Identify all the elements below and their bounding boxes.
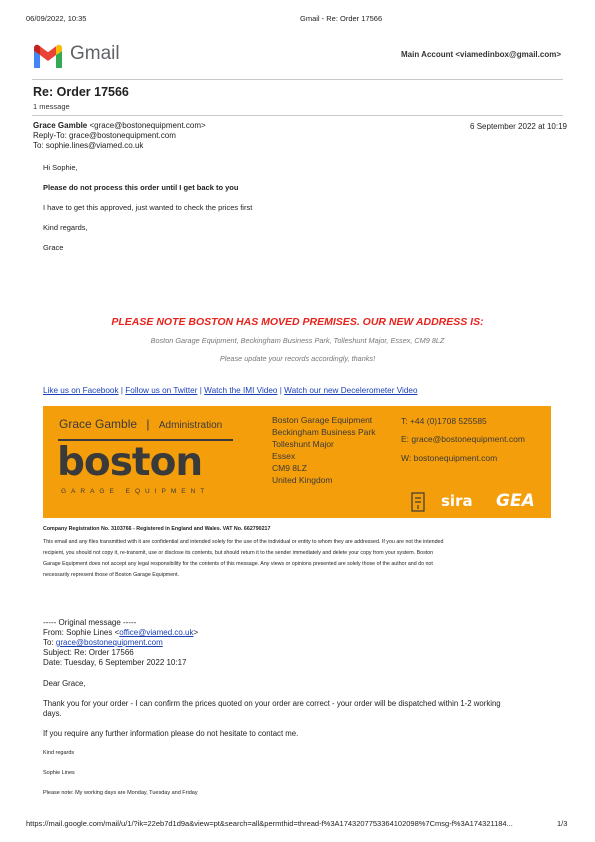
print-datetime: 06/09/2022, 10:35 (26, 14, 87, 23)
certification-badge-icon (411, 492, 425, 512)
original-date: Date: Tuesday, 6 September 2022 10:17 (43, 658, 187, 667)
gea-logo: GEA (496, 491, 535, 511)
boston-logo: boston (57, 440, 203, 485)
working-days-note: Please note: My working days are Monday, Tuesday and Friday (43, 790, 198, 796)
original-from-label: From: Sophie Lines < (43, 628, 120, 637)
moved-premises-notice: PLEASE NOTE BOSTON HAS MOVED PREMISES. OUR NEW ADDRESS IS: (111, 316, 484, 328)
divider (32, 115, 563, 116)
divider (32, 79, 563, 80)
reply-paragraph: If you require any further information please do not hesitate to contact me. (43, 729, 299, 738)
banner-separator: | (146, 417, 150, 431)
sira-logo: sira (441, 492, 473, 510)
message-date: 6 September 2022 at 10:19 (470, 122, 567, 131)
disclaimer-line: necessarily represent those of Boston Garage Equipment. (43, 572, 180, 578)
address-line: CM9 8LZ (272, 463, 307, 473)
address-line: Beckingham Business Park (272, 427, 376, 437)
reply-to-line: Reply-To: grace@bostonequipment.com (33, 131, 176, 140)
banner-role: Administration (158, 420, 223, 431)
disclaimer (43, 537, 551, 581)
gmail-logo-icon (32, 44, 64, 68)
disclaimer-line: This email and any files transmitted with it are confidential and intended solely for the use of the individual or entity to whom they are addressed. If you are not the intended (43, 539, 444, 545)
reply-closing: Kind regards (43, 750, 75, 756)
link-separator: | (199, 386, 202, 395)
original-to-label: To: (43, 638, 56, 647)
company-registration: Company Registration No. 3103766 - Registered in England and Wales. VAT No. 662790217 (43, 526, 271, 532)
original-from-close: > (193, 628, 199, 637)
boston-logo-subtitle: GARAGE EQUIPMENT (61, 488, 210, 495)
disclaimer-line: Garage Equipment does not accept any legal responsibility for the contents of this message. Any views or opinions presented are solely those of the author and do not (43, 561, 433, 567)
message-count: 1 message (33, 102, 70, 111)
banner-name-role (59, 417, 222, 431)
greeting: Hi Sophie, (43, 163, 78, 172)
gmail-wordmark: Gmail (70, 43, 120, 64)
original-from-email[interactable]: office@viamed.co.uk (119, 628, 194, 637)
address-line: United Kingdom (272, 475, 333, 485)
signoff-name: Grace (43, 243, 64, 252)
address-line: Essex (272, 451, 296, 461)
link-separator: | (279, 386, 282, 395)
address-line: Boston Garage Equipment (272, 415, 373, 425)
reply-paragraph-line: Thank you for your order - I can confirm the prices quoted on your order are correct - your order will be dispatched within 1-2 working (43, 699, 501, 708)
twitter-link[interactable]: Follow us on Twitter (125, 386, 198, 395)
signature-banner (43, 406, 551, 518)
thread-subject: Re: Order 17566 (33, 85, 129, 99)
new-address: Boston Garage Equipment, Beckingham Business Park, Tolleshunt Major, Essex, CM9 8LZ (150, 336, 445, 345)
banner-name: Grace Gamble (59, 417, 138, 431)
reply-greeting: Dear Grace, (43, 679, 86, 688)
decelerometer-video-link[interactable]: Watch our new Decelerometer Video (284, 386, 418, 395)
accreditation-logos (411, 492, 543, 512)
facebook-link[interactable]: Like us on Facebook (43, 386, 119, 395)
reply-paragraph-line: days. (43, 709, 62, 718)
disclaimer-line: recipient, you should not copy it, re-transmit, use or disclose its contents, but should return it to the sender immediately and delete your copy from your system. Boston (43, 550, 434, 556)
original-divider: ----- Original message ----- (43, 618, 137, 627)
update-records-note: Please update your records accordingly, thanks! (219, 354, 376, 363)
account-label: Main Account <viamedinbox@gmail.com> (401, 50, 561, 59)
bold-instruction: Please do not process this order until I get back to you (43, 183, 239, 192)
print-url: https://mail.google.com/mail/u/1/?ik=22eb7d1d9a&view=pt&search=all&permthid=thread-f%3A1743207753364102098%7Cmsg-f%3A174321184... (26, 819, 513, 828)
closing: Kind regards, (43, 223, 88, 232)
to-line: To: sophie.lines@viamed.co.uk (33, 141, 144, 150)
reply-signoff-name: Sophie Lines (43, 770, 75, 776)
imi-video-link[interactable]: Watch the IMI Video (204, 386, 278, 395)
original-to-email[interactable]: grace@bostonequipment.com (55, 638, 163, 647)
print-title: Gmail - Re: Order 17566 (300, 14, 383, 23)
banner-address (272, 414, 375, 486)
address-line: Tolleshunt Major (272, 439, 334, 449)
sender-line (33, 121, 206, 131)
sender-email: <grace@bostonequipment.com> (89, 121, 206, 130)
sender-name: Grace Gamble (33, 121, 88, 130)
banner-web[interactable]: W: bostonequipment.com (401, 453, 498, 463)
link-separator: | (120, 386, 123, 395)
original-subject: Subject: Re: Order 17566 (43, 648, 134, 657)
banner-email[interactable]: E: grace@bostonequipment.com (401, 434, 525, 444)
page-number: 1/3 (557, 819, 568, 828)
original-to (43, 638, 163, 648)
original-from (43, 628, 198, 638)
social-links (43, 386, 418, 395)
banner-phone: T: +44 (0)1708 525585 (401, 416, 487, 426)
body-line: I have to get this approved, just wanted to check the prices first (43, 203, 253, 212)
